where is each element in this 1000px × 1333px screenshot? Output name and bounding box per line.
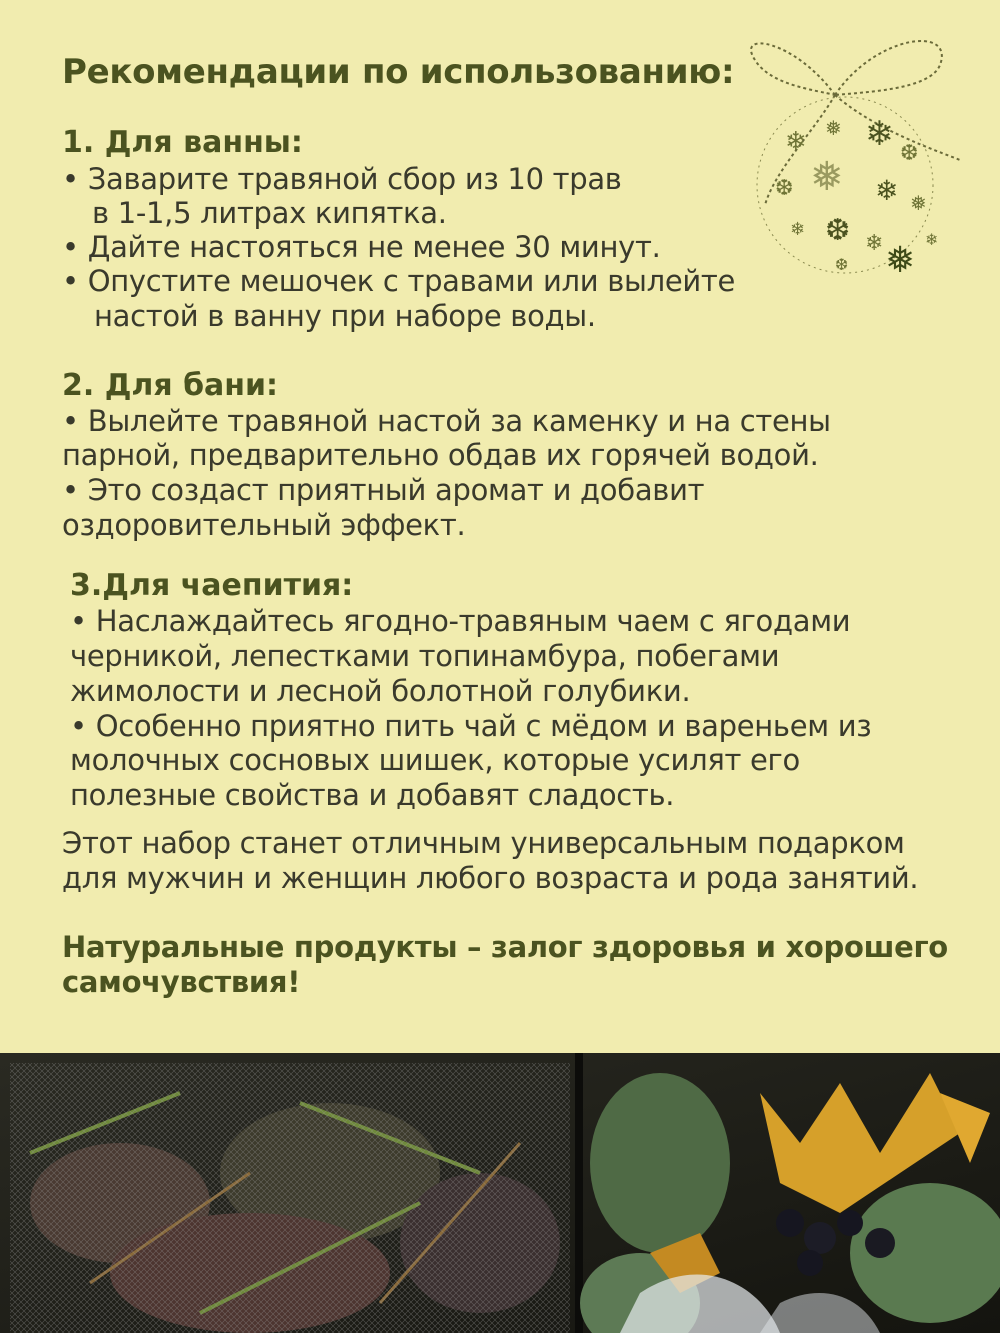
christmas-ornament-icon bbox=[715, 20, 975, 280]
section-heading-bath: 1. Для ванны: bbox=[62, 125, 303, 160]
page-title: Рекомендации по использованию: bbox=[62, 52, 735, 92]
section-line: оздоровительный эффект. bbox=[62, 508, 466, 542]
section-line: • Это создаст приятный аромат и добавит bbox=[62, 473, 705, 507]
svg-text:❄: ❄ bbox=[785, 127, 807, 157]
slogan: Натуральные продукты – залог здоровья и хорошего bbox=[62, 930, 948, 964]
section-heading-sauna: 2. Для бани: bbox=[62, 368, 279, 403]
section-line: молочных сосновых шишек, которые усилят его bbox=[70, 743, 800, 777]
svg-text:❄: ❄ bbox=[925, 230, 939, 249]
closing-text: Этот набор станет отличным универсальным подарком bbox=[62, 826, 905, 860]
section-line: полезные свойства и добавят сладость. bbox=[70, 778, 675, 812]
section-line: в 1-1,5 литрах кипятка. bbox=[92, 196, 447, 230]
section-line: • Наслаждайтесь ягодно-травяным чаем с ягодами bbox=[70, 604, 851, 638]
herb-bag-photo bbox=[10, 1063, 570, 1333]
section-heading-tea: 3.Для чаепития: bbox=[70, 568, 354, 603]
section-line: • Дайте настояться не менее 30 минут. bbox=[62, 230, 661, 264]
section-line: настой в ванну при наборе воды. bbox=[94, 299, 596, 333]
section-line: парной, предварительно обдав их горячей водой. bbox=[62, 438, 819, 472]
section-line: • Опустите мешочек с травами или вылейте bbox=[62, 264, 736, 298]
section-line: • Вылейте травяной настой за каменку и на стены bbox=[62, 404, 831, 438]
svg-text:❅: ❅ bbox=[825, 116, 842, 140]
svg-text:❄: ❄ bbox=[875, 174, 899, 207]
section-line: • Особенно приятно пить чай с мёдом и вареньем из bbox=[70, 709, 872, 743]
svg-text:❆: ❆ bbox=[825, 213, 851, 248]
product-photos bbox=[0, 1053, 1000, 1333]
svg-text:❅: ❅ bbox=[910, 191, 927, 215]
closing-text: для мужчин и женщин любого возраста и рода занятий. bbox=[62, 861, 919, 895]
section-line: • Заварите травяной сбор из 10 трав bbox=[62, 162, 622, 196]
svg-text:❄: ❄ bbox=[790, 219, 806, 240]
svg-text:❅: ❅ bbox=[810, 154, 844, 200]
svg-text:❅: ❅ bbox=[885, 240, 916, 280]
section-line: черникой, лепестками топинамбура, побегами bbox=[70, 639, 780, 673]
slogan: самочувствия! bbox=[62, 965, 301, 999]
svg-text:❆: ❆ bbox=[900, 141, 919, 166]
svg-text:❄: ❄ bbox=[865, 231, 884, 256]
svg-text:❆: ❆ bbox=[775, 176, 794, 201]
svg-text:❄: ❄ bbox=[865, 114, 894, 154]
svg-text:❆: ❆ bbox=[835, 255, 849, 274]
section-line: жимолости и лесной болотной голубики. bbox=[70, 674, 691, 708]
